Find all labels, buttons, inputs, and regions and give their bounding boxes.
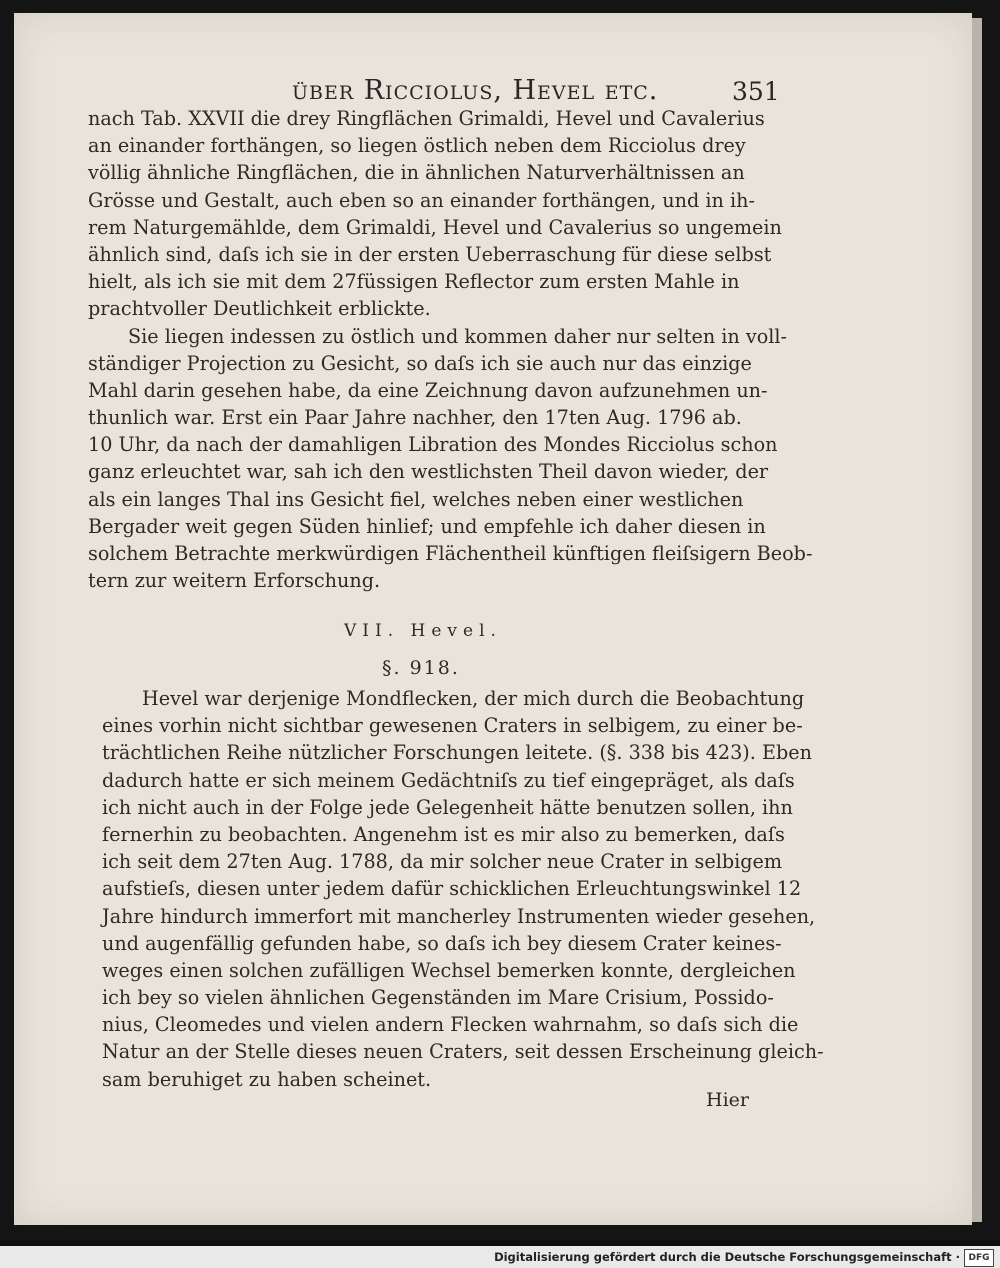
text-line: prachtvoller Deutlichkeit erblickte.: [88, 297, 431, 321]
paragraph-2: [88, 323, 813, 595]
text-line: Bergader weit gegen Süden hinlief; und empfehle ich daher diesen in: [88, 514, 766, 538]
text-line: Hevel war derjenige Mondflecken, der mich durch die Beobachtung: [142, 687, 805, 710]
text-line: sam beruhiget zu haben scheinet.: [102, 1067, 432, 1091]
text-line: tern zur weitern Erforschung.: [88, 569, 381, 593]
running-head: [14, 65, 972, 105]
text-line: fernerhin zu beobachten. Angenehm ist es mir also zu bemerken, daſs: [102, 822, 785, 846]
catchword: Hier: [706, 1089, 749, 1111]
text-line: dadurch hatte er sich meinem Gedächtniſs zu tief eingepräget, als daſs: [102, 768, 795, 792]
text-line: solchem Betrachte merkwürdigen Flächentheil künftigen fleiſsigern Beob-: [88, 542, 813, 565]
text-line: thunlich war. Erst ein Paar Jahre nachher, den 17ten Aug. 1796 ab.: [88, 406, 742, 430]
text-line: Jahre hindurch immerfort mit mancherley Instrumenten wieder gesehen,: [102, 904, 816, 928]
text-line: ähnlich sind, daſs ich sie in der ersten Ueberraschung für diese selbst: [88, 242, 772, 266]
paragraph-3: [102, 685, 824, 1093]
footer-credit: Digitalisierung gefördert durch die Deutsche Forschungsgemeinschaft ·: [494, 1250, 960, 1264]
text-line: Sie liegen indessen zu östlich und kommen daher nur selten in voll-: [128, 324, 788, 348]
text-block-top: [88, 105, 813, 594]
text-line: aufstieſs, diesen unter jedem dafür schicklichen Erleuchtungswinkel 12: [102, 877, 802, 901]
text-line: Grösse und Gestalt, auch eben so an einander forthängen, und in ih-: [88, 188, 755, 212]
text-line: an einander forthängen, so liegen östlich neben dem Ricciolus drey: [88, 134, 746, 158]
page-edge: [972, 18, 982, 1222]
text-line: und augenfällig gefunden habe, so daſs ich bey diesem Crater keines-: [102, 931, 782, 955]
text-line: völlig ähnliche Ringflächen, die in ähnlichen Naturverhältnissen an: [88, 161, 745, 185]
text-line: eines vorhin nicht sichtbar gewesenen Craters in selbigem, zu einer be-: [102, 714, 803, 738]
dfg-logo: DFG: [964, 1249, 994, 1267]
text-line: nius, Cleomedes und vielen andern Flecken wahrnahm, so daſs sich die: [102, 1013, 799, 1037]
section-heading: VII. Hevel.: [344, 621, 502, 641]
text-line: ich bey so vielen ähnlichen Gegenständen im Mare Crisium, Possido-: [102, 986, 774, 1010]
text-line: ich nicht auch in der Folge jede Gelegenheit hätte benutzen sollen, ihn: [102, 795, 793, 819]
running-head-title: über Ricciolus, Hevel etc.: [292, 75, 659, 106]
text-line: rem Naturgemählde, dem Grimaldi, Hevel und Cavalerius so ungemein: [88, 215, 782, 239]
text-line: ständiger Projection zu Gesicht, so daſs ich sie auch nur das einzige: [88, 351, 752, 375]
page-number: 351: [732, 77, 780, 106]
text-line: als ein langes Thal ins Gesicht fiel, welches neben einer westlichen: [88, 487, 744, 511]
text-line: nach Tab. XXVII die drey Ringflächen Grimaldi, Hevel und Cavalerius: [88, 107, 765, 130]
text-line: ganz erleuchtet war, sah ich den westlichsten Theil davon wieder, der: [88, 460, 769, 484]
text-line: Natur an der Stelle dieses neuen Craters, seit dessen Erscheinung gleich-: [102, 1040, 824, 1064]
text-line: 10 Uhr, da nach der damahligen Libration des Mondes Ricciolus schon: [88, 433, 778, 457]
footer-bar: [0, 1246, 1000, 1268]
book-page: [14, 13, 972, 1225]
text-line: Mahl darin gesehen habe, da eine Zeichnung davon aufzunehmen un-: [88, 378, 768, 402]
text-line: hielt, als ich sie mit dem 27füssigen Reflector zum ersten Mahle in: [88, 270, 740, 294]
section-number: §. 918.: [382, 657, 460, 679]
paragraph-1: [88, 105, 788, 323]
text-line: trächtlichen Reihe nützlicher Forschungen leitete. (§. 338 bis 423). Eben: [102, 741, 812, 765]
text-line: weges einen solchen zufälligen Wechsel bemerken konnte, dergleichen: [102, 958, 796, 982]
text-line: ich seit dem 27ten Aug. 1788, da mir solcher neue Crater in selbigem: [102, 850, 783, 874]
